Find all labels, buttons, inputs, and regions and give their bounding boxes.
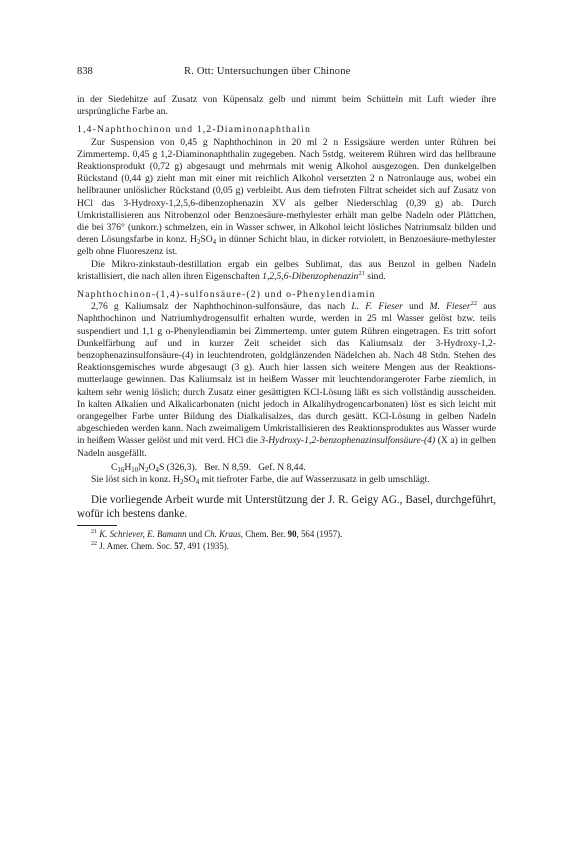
footnote-mark: 21 <box>91 529 98 536</box>
page-number: 838 <box>77 66 93 77</box>
subscript: 10 <box>131 466 139 474</box>
footnote-ref-22: 22 <box>470 300 478 308</box>
s2-text-b: und <box>402 301 430 313</box>
author-name: L. F. Fieser <box>351 301 403 313</box>
footnote-journal: , Chem. Ber. <box>240 529 288 540</box>
s2p2-so: SO <box>183 474 196 486</box>
f-n: N <box>138 461 146 473</box>
f-h: H <box>124 461 132 473</box>
footnote-rest: , 564 (1957). <box>296 529 343 540</box>
section2-paragraph-1 <box>77 301 496 460</box>
section1-paragraph-2 <box>77 259 496 283</box>
intro-paragraph: in der Siedehitze auf Zusatz von Küpensalz gelb und nimmt beim Schütteln mit Luft wieder ihre ursprüngliche Farbe an. <box>77 94 496 118</box>
subscript: 2 <box>180 479 184 487</box>
footnote-21 <box>77 529 496 541</box>
s2-text-a: 2,76 g Kaliumsalz der Naphthochinon-sulfonsäure, das nach <box>91 301 352 313</box>
footnote-volume: 57 <box>174 540 184 551</box>
p2-text-b: sind. <box>364 270 386 282</box>
footnote-and: und <box>186 529 205 540</box>
footnote-volume: 90 <box>287 529 297 540</box>
p2-text-a: Die Mikro-zinkstaub-destillation ergab ein gelbes Sublimat, das aus Benzol in gelben Nadeln kristallisiert, die nach allen ihren Eigenschaften <box>77 258 496 282</box>
f-rest: (326,3). Ber. N 8,59. Gef. N 8,44. <box>164 461 306 473</box>
subscript: 2 <box>196 239 201 247</box>
f-o: O <box>148 461 156 473</box>
f-s: S <box>158 461 165 473</box>
analysis-formula <box>77 462 496 474</box>
footnote-divider <box>77 525 117 526</box>
subscript: 2 <box>145 466 149 474</box>
s2p2-a: Sie löst sich in konz. H <box>91 474 181 486</box>
s2p2-b: mit tiefroter Farbe, die auf Wasserzusatz in gelb umschlägt. <box>199 474 430 486</box>
s2-text-d: (X a) in gelben Nadeln ausgefällt. <box>77 435 496 459</box>
subscript: 16 <box>117 466 125 474</box>
footnote-ref-21: 21 <box>358 269 365 277</box>
subscript: 4 <box>195 479 200 487</box>
section1-paragraph-1 <box>77 137 496 259</box>
footnote-mark: 22 <box>91 540 98 547</box>
subscript: 4 <box>155 466 159 474</box>
acknowledgement: Die vorliegende Arbeit wurde mit Unterstützung der J. R. Geigy AG., Basel, durchgeführt, wofür ich bestens danke. <box>77 494 496 520</box>
s2-text-c: aus Naphthochinon und Natriumhydrogensulfit erhalten wurde, werden in 25 ml Wasser gelöst bzw. teils suspendiert und 1,1 g o-Phenylendiamin bei Zimmertemp. unter gutem Rühren eingetragen. Es tritt sofort Dunkelfärbung auf und in kurzer Zeit scheidet sich das Kaliumsalz der 3-Hydroxy-1,2-benzophenazinsulfonsäure-(4) in leuchtendroten, goldglänzenden Nädelchen ab. Nach 48 Stdn. Stehen des Reaktionsgemisches wurde abgesaugt (3 g). Auch hier lassen sich weitere Mengen aus der Reaktions-mutterlauge gewinnen. Das Kaliumsalz ist in heißem Wasser mit leuchtendorangeroter Farbe ziemlich, in kaltem sehr wenig löslich; durch Zusatz einer gesättigten KCl-Lösung läßt es sich vollständig ausscheiden. In kalten Alkalien und Alkalicarbonaten (nicht jedoch in Alkalihydrogencarbonaten) löst es sich leicht mit orangegelber Farbe unter Bildung des Dialkalisalzes, das durch gesätt. KCl-Lösung in gelben Nadeln abgeschieden werden kann. Nach zweimaligem Umkristallisieren des Reaktionsproduktes aus Wasser wurde in heißem Wasser gelöst und mit verd. HCl die <box>77 301 496 447</box>
footnote-author: Ch. Kraus <box>204 529 241 540</box>
compound-name: 3-Hydroxy-1,2-benzophenazinsulfonsäure-(4) <box>260 435 436 447</box>
section2-paragraph-2 <box>77 474 496 486</box>
footnote-22 <box>77 541 496 553</box>
footnote-rest: , 491 (1935). <box>183 540 229 551</box>
p1-text-a: Zur Suspension von 0,45 g Naphthochinon in 20 ml 2 n Essigsäure werden unter Rühren bei Zimmertemp. 0,45 g 1,2-Diaminonaphthalin zugegeben. Nach 5stdg. weiterem Rühren wird das hellbraune Reaktionsprodukt (0,72 g) abgesaugt und mehrmals mit wenig Alkohol ausgezogen. Den dunkelgelben Rückstand (0,44 g) zieht man mit einer mit reichlich Alkohol versetzten 2 n Natronlauge aus, wobei ein hellbrauner unlöslicher Rückstand (0,05 g) verbleibt. Aus dem tiefroten Filtrat scheidet sich auf Zusatz von HCl das 3-Hydroxy-1,2,5,6-dibenzophenazin XV als gelber Niederschlag (0,39 g) ab. Durch Umkristallisieren aus Nitrobenzol oder Benzoesäure-methylester erhält man gelbe Nadeln oder Plättchen, die bei 376° (unkorr.) schmelzen, ein in Wasser schwer, in Alkohol leicht lösliches Natriumsalz bilden und deren Lösungsfarbe in konz. H <box>77 136 496 246</box>
p1-text-b: in dünner Schicht blau, in dicker rotviolett, in Benzoesäure-methylester gelb ohne Fluoreszenz ist. <box>77 234 496 258</box>
compound-name: 1,2,5,6-Dibenzophenazin <box>262 270 359 282</box>
author-name: M. Fieser <box>429 301 471 313</box>
f-c: C <box>111 461 118 473</box>
section-heading-1: 1,4-Naphthochinon und 1,2-Diaminonaphthalin <box>77 124 311 136</box>
subscript: 4 <box>212 239 217 247</box>
running-title: R. Ott: Untersuchungen über Chinone <box>184 66 351 77</box>
footnote-journal: J. Amer. Chem. Soc. <box>97 540 175 551</box>
footnote-authors: K. Schriever, E. Bamann <box>99 529 187 540</box>
p1-text-so: SO <box>200 234 213 246</box>
section-heading-2: Naphthochinon-(1,4)-sulfonsäure-(2) und o-Phenylendiamin <box>77 289 376 301</box>
page-body <box>77 94 496 552</box>
